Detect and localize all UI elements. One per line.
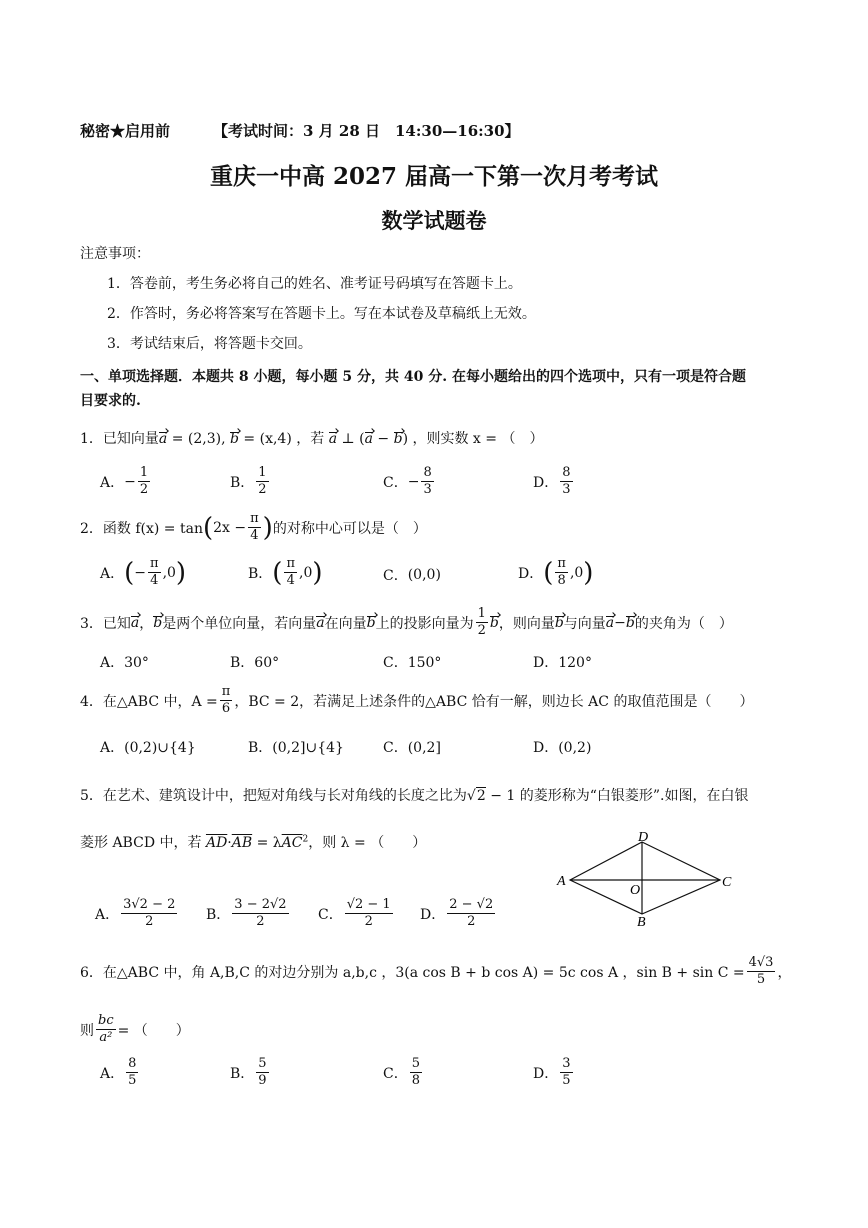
section-heading-line1: 一、单项选择题．本题共 8 小题，每小题 5 分，共 40 分. 在每小题给出的四个选项中，只有一项是符合题 bbox=[80, 369, 746, 385]
q1-option-a: A． − $\frac{1}{2}$ bbox=[100, 465, 149, 497]
q1-option-c: C． − $\frac{8}{3}$ bbox=[383, 465, 432, 497]
q5-option-b: B． $\frac{3 - 2√2}{2}$ bbox=[206, 897, 287, 929]
question-1-stem: 1．已知向量a = (2,3), b = (x,4) ，若 a ⊥ (a − b) ，则实数 x = （ ） bbox=[80, 431, 544, 447]
question-5-line2: 菱形 ABCD 中，若 $\overline{AD}\cdot\overline{AB} = \lambda\overline{AC}^2$，则 λ = （ ） bbox=[80, 834, 427, 851]
q4-option-d: D．(0,2) bbox=[533, 740, 592, 756]
q3-option-a: A．30° bbox=[100, 655, 149, 671]
notice-item-3: 3．考试结束后，将答题卡交回。 bbox=[107, 336, 312, 352]
label-a: A bbox=[557, 874, 566, 889]
section-heading-line2: 目要求的. bbox=[80, 393, 141, 409]
q5-option-c: C． $\frac{√2 - 1}{2}$ bbox=[318, 897, 391, 929]
notice-item-1: 1．答卷前，考生务必将自己的姓名、准考证号码填写在答题卡上。 bbox=[107, 276, 522, 292]
label-c: C bbox=[722, 875, 732, 890]
q6-option-d: D． $\frac{3}{5}$ bbox=[533, 1056, 571, 1088]
q2-option-d: D． ( $\frac{\pi}{8}$ ,0 ) bbox=[518, 556, 594, 588]
q3-option-b: B．60° bbox=[230, 655, 280, 671]
q6-option-b: B． $\frac{5}{9}$ bbox=[230, 1056, 267, 1088]
label-d: D bbox=[638, 832, 649, 845]
q3-option-d: D．120° bbox=[533, 655, 592, 671]
q4-option-b: B．(0,2]∪{4} bbox=[248, 740, 344, 756]
q6-option-a: A． $\frac{8}{5}$ bbox=[100, 1056, 137, 1088]
q2-option-b: B． ( $\frac{\pi}{4}$ ,0 ) bbox=[248, 556, 323, 588]
q2-option-a: A． ( − $\frac{\pi}{4}$ ,0 ) bbox=[100, 556, 187, 588]
exam-time: 【考试时间：3 月 28 日 14:30—16:30】 bbox=[213, 122, 520, 140]
page-title: 重庆一中高 2027 届高一下第一次月考考试 bbox=[209, 163, 659, 190]
notice-heading: 注意事项： bbox=[80, 246, 150, 262]
q4-option-c: C．(0,2] bbox=[383, 740, 441, 756]
q6-option-c: C． $\frac{5}{8}$ bbox=[383, 1056, 420, 1088]
notice-item-2: 2．作答时，务必将答案写在答题卡上。写在本试卷及草稿纸上无效。 bbox=[107, 306, 536, 322]
question-6-stem: 6．在△ABC 中，角 A,B,C 的对边分别为 a,b,c ，3(a cos B + b cos A) = 5c cos A ，sin B + sin C = $\frac{4√3}{5}$ ， bbox=[80, 955, 792, 987]
rhombus-figure bbox=[548, 832, 748, 928]
question-3-stem: 3．已知 a ， b 是两个单位向量，若向量 a 在向量 b 上的投影向量为 $\frac{1}{2}$ b ，则向量 b 与向量 a − b 的夹角为（ ） bbox=[80, 606, 733, 638]
question-4-stem: 4．在△ABC 中，A = $\frac{\pi}{6}$ ，BC = 2，若满足上述条件的△ABC 恰有一解，则边长 AC 的取值范围是（ ） bbox=[80, 684, 754, 716]
page-subtitle: 数学试题卷 bbox=[381, 208, 487, 233]
label-b: B bbox=[637, 915, 646, 928]
secret-label: 秘密★启用前 bbox=[80, 122, 171, 140]
q5-option-a: A． $\frac{3√2 - 2}{2}$ bbox=[95, 897, 176, 929]
q1-option-d: D． $\frac{8}{3}$ bbox=[533, 465, 571, 497]
question-6-ask: 则 $\frac{bc}{\text{a²}}$ = （ ） bbox=[80, 1013, 190, 1045]
question-2-stem: 2．函数 f(x) = tan ( 2x − $\frac{\pi}{4}$ ) 的对称中心可以是（ ） bbox=[80, 511, 427, 543]
label-o: O bbox=[630, 883, 641, 898]
q2-option-c: C． (0,0) bbox=[383, 567, 441, 584]
q5-option-d: D． $\frac{2 - √2}{2}$ bbox=[420, 897, 494, 929]
q1-option-b: B． $\frac{1}{2}$ bbox=[230, 465, 267, 497]
rhombus-outline bbox=[570, 842, 720, 914]
q3-option-c: C．150° bbox=[383, 655, 442, 671]
question-5-line1: 5．在艺术、建筑设计中，把短对角线与长对角线的长度之比为√2 − 1 的菱形称为“白银菱形”.如图，在白银 bbox=[80, 788, 749, 804]
q4-option-a: A．(0,2)∪{4} bbox=[100, 740, 196, 756]
